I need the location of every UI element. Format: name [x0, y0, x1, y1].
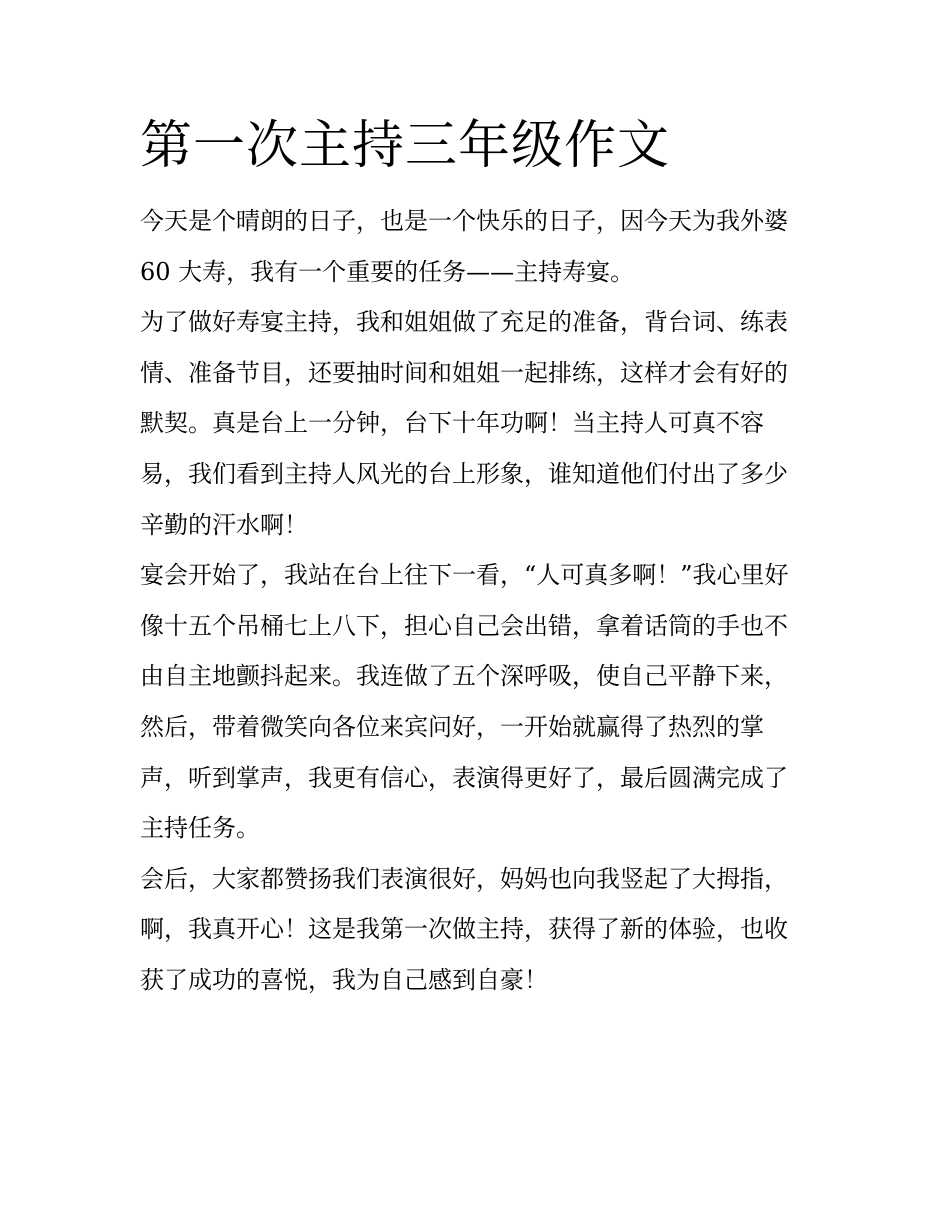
body-line: 主持任务。 — [140, 814, 260, 843]
body-line: 为了做好寿宴主持，我和姐姐做了充足的准备，背台词、练表 — [140, 308, 788, 337]
body-line: 声，听到掌声，我更有信心，表演得更好了，最后圆满完成了 — [140, 763, 788, 792]
body-line: 今天是个晴朗的日子，也是一个快乐的日子，因今天为我外婆 — [140, 207, 788, 235]
body-line: 啊，我真开心！这是我第一次做主持，获得了新的体验，也收 — [140, 915, 788, 944]
body-line: 易，我们看到主持人风光的台上形象，谁知道他们付出了多少 — [140, 459, 788, 488]
body-line: 默契。真是台上一分钟，台下十年功啊！当主持人可真不容 — [140, 409, 764, 438]
body-line: 获了成功的喜悦，我为自己感到自豪！ — [140, 965, 548, 994]
body-line: 情、准备节目，还要抽时间和姐姐一起排练，这样才会有好的 — [140, 358, 788, 387]
body-line: 然后，带着微笑向各位来宾问好，一开始就赢得了热烈的掌 — [140, 712, 764, 741]
body-line: 辛勤的汗水啊！ — [140, 510, 308, 539]
body-line: 像十五个吊桶七上八下，担心自己会出错，拿着话筒的手也不 — [140, 611, 788, 640]
document-body — [140, 196, 820, 1006]
body-line: 由自主地颤抖起来。我连做了五个深呼吸，使自己平静下来， — [140, 662, 788, 691]
document-title: 第一次主持三年级作文 — [140, 116, 671, 176]
body-line: 60 大寿，我有一个重要的任务——主持寿宴。 — [140, 257, 635, 286]
body-line: 会后，大家都赞扬我们表演很好，妈妈也向我竖起了大拇指， — [140, 864, 788, 893]
body-line: 宴会开始了，我站在台上往下一看，“人可真多啊！”我心里好 — [140, 561, 789, 590]
